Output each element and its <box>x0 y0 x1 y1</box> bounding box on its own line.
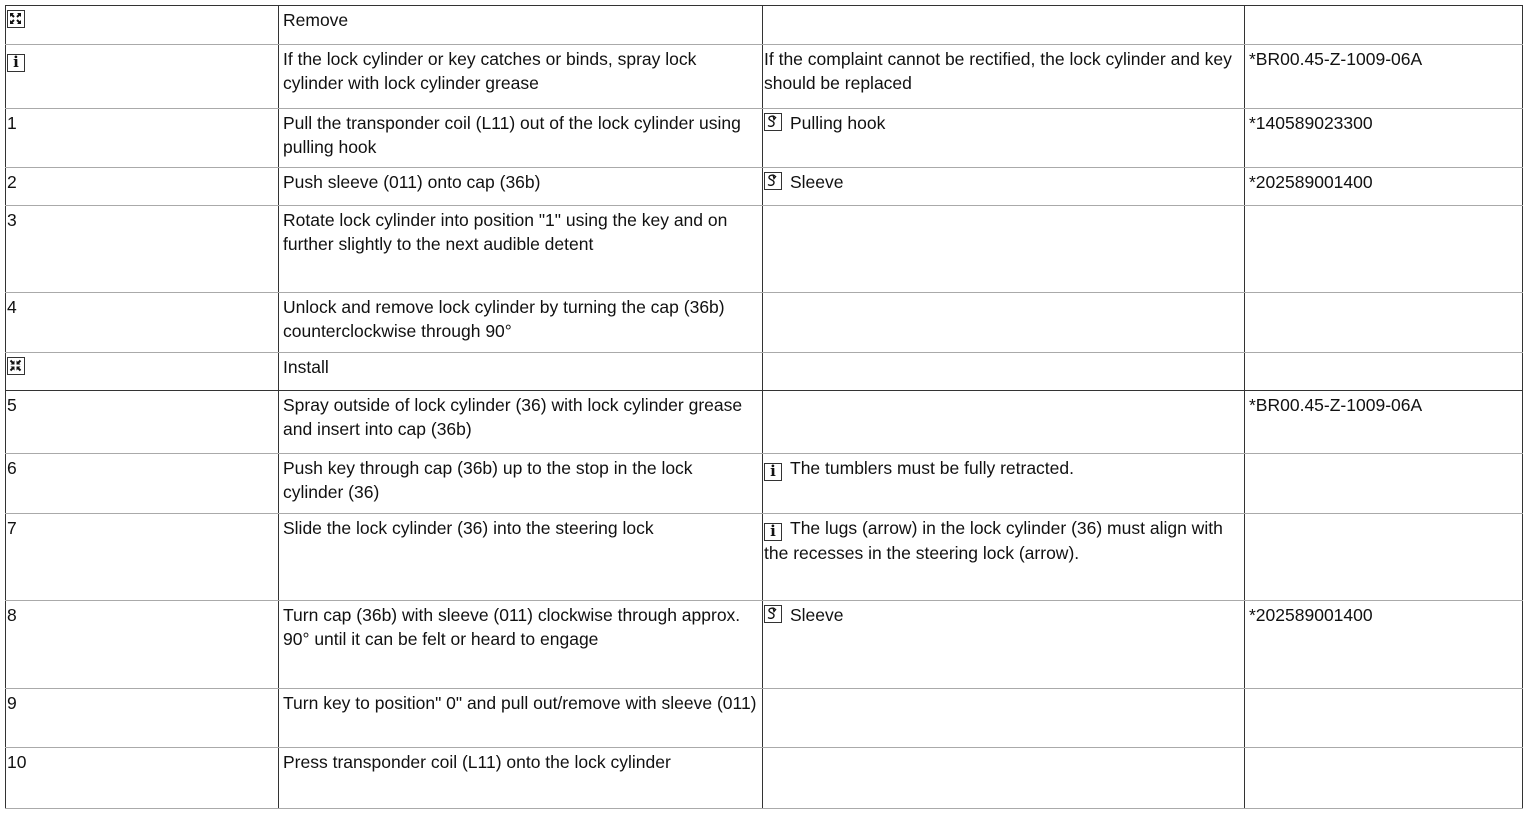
action-cell <box>279 454 763 514</box>
action-cell <box>279 109 763 168</box>
table-row <box>6 293 1523 353</box>
info-icon: i <box>764 463 782 481</box>
reference-cell <box>1245 6 1523 45</box>
table-row <box>6 748 1523 809</box>
note-cell <box>763 391 1245 454</box>
action-text: Remove <box>283 10 349 30</box>
note-text: The lugs (arrow) in the lock cylinder (36) must align with the recesses in the steering lock (arrow). <box>764 518 1223 563</box>
install-icon <box>7 357 25 375</box>
step-number: 9 <box>7 693 17 713</box>
step-number: 2 <box>7 172 17 192</box>
note-cell <box>763 6 1245 45</box>
action-cell <box>279 748 763 809</box>
note-cell <box>763 45 1245 109</box>
step-cell <box>6 454 279 514</box>
reference-cell <box>1245 748 1523 809</box>
table-row <box>6 6 1523 45</box>
action-cell <box>279 206 763 293</box>
action-cell <box>279 514 763 601</box>
reference-cell <box>1245 514 1523 601</box>
action-text: Install <box>283 357 329 377</box>
table-row <box>6 109 1523 168</box>
action-text: Spray outside of lock cylinder (36) with lock cylinder grease and insert into cap (36b) <box>283 395 743 439</box>
reference-cell <box>1245 353 1523 391</box>
note-cell <box>763 514 1245 601</box>
step-number: 8 <box>7 605 17 625</box>
note-text: Pulling hook <box>790 113 886 133</box>
reference-cell <box>1245 109 1523 168</box>
note-cell <box>763 601 1245 689</box>
table-row <box>6 454 1523 514</box>
reference-cell <box>1245 168 1523 206</box>
reference-link[interactable]: *202589001400 <box>1249 172 1373 192</box>
action-cell <box>279 293 763 353</box>
step-number: 3 <box>7 210 17 230</box>
note-cell <box>763 168 1245 206</box>
reference-link[interactable]: *BR00.45-Z-1009-06A <box>1249 395 1423 415</box>
step-cell <box>6 168 279 206</box>
tool-icon <box>764 172 782 190</box>
table-row <box>6 168 1523 206</box>
note-text: Sleeve <box>790 605 844 625</box>
action-cell <box>279 391 763 454</box>
note-cell <box>763 109 1245 168</box>
reference-cell <box>1245 454 1523 514</box>
step-cell <box>6 293 279 353</box>
step-cell <box>6 109 279 168</box>
table-row <box>6 353 1523 391</box>
action-cell <box>279 353 763 391</box>
table-row <box>6 601 1523 689</box>
action-text: If the lock cylinder or key catches or binds, spray lock cylinder with lock cylinder grease <box>283 49 697 93</box>
step-number: 7 <box>7 518 17 538</box>
reference-cell <box>1245 293 1523 353</box>
table-row <box>6 45 1523 109</box>
action-text: Turn key to position" 0" and pull out/remove with sleeve (011) <box>283 693 757 713</box>
step-number: 5 <box>7 395 17 415</box>
reference-link[interactable]: *140589023300 <box>1249 113 1373 133</box>
action-text: Turn cap (36b) with sleeve (011) clockwise through approx. 90° until it can be felt or heard to engage <box>283 605 741 649</box>
action-text: Unlock and remove lock cylinder by turning the cap (36b) counterclockwise through 90° <box>283 297 725 341</box>
reference-link[interactable]: *202589001400 <box>1249 605 1373 625</box>
step-cell <box>6 748 279 809</box>
info-icon: i <box>7 54 25 72</box>
action-cell <box>279 601 763 689</box>
reference-cell <box>1245 601 1523 689</box>
action-text: Press transponder coil (L11) onto the lock cylinder <box>283 752 671 772</box>
reference-cell <box>1245 689 1523 748</box>
reference-cell <box>1245 206 1523 293</box>
note-text: If the complaint cannot be rectified, the lock cylinder and key should be replaced <box>764 49 1232 93</box>
step-cell <box>6 689 279 748</box>
step-cell <box>6 6 279 45</box>
action-text: Push key through cap (36b) up to the stop in the lock cylinder (36) <box>283 458 693 502</box>
step-cell <box>6 514 279 601</box>
action-cell <box>279 6 763 45</box>
step-number: 6 <box>7 458 17 478</box>
reference-link[interactable]: *BR00.45-Z-1009-06A <box>1249 49 1423 69</box>
note-text: The tumblers must be fully retracted. <box>790 458 1074 478</box>
action-cell <box>279 689 763 748</box>
note-cell <box>763 353 1245 391</box>
step-cell <box>6 353 279 391</box>
note-text: Sleeve <box>790 172 844 192</box>
reference-cell <box>1245 391 1523 454</box>
reference-cell <box>1245 45 1523 109</box>
step-cell <box>6 45 279 109</box>
note-cell <box>763 748 1245 809</box>
table-row <box>6 514 1523 601</box>
table-row <box>6 689 1523 748</box>
note-cell <box>763 206 1245 293</box>
step-number: 1 <box>7 113 17 133</box>
action-text: Rotate lock cylinder into position "1" using the key and on further slightly to the next audible detent <box>283 210 728 254</box>
remove-icon <box>7 10 25 28</box>
table-row <box>6 391 1523 454</box>
note-cell <box>763 293 1245 353</box>
tool-icon <box>764 605 782 623</box>
note-cell <box>763 454 1245 514</box>
note-cell <box>763 689 1245 748</box>
tool-icon <box>764 113 782 131</box>
step-cell <box>6 391 279 454</box>
action-text: Slide the lock cylinder (36) into the steering lock <box>283 518 654 538</box>
step-number: 4 <box>7 297 17 317</box>
procedure-table <box>5 5 1523 809</box>
table-row <box>6 206 1523 293</box>
step-cell <box>6 206 279 293</box>
step-number: 10 <box>7 752 27 772</box>
action-cell <box>279 168 763 206</box>
action-text: Push sleeve (011) onto cap (36b) <box>283 172 541 192</box>
info-icon: i <box>764 523 782 541</box>
step-cell <box>6 601 279 689</box>
action-text: Pull the transponder coil (L11) out of the lock cylinder using pulling hook <box>283 113 741 157</box>
action-cell <box>279 45 763 109</box>
